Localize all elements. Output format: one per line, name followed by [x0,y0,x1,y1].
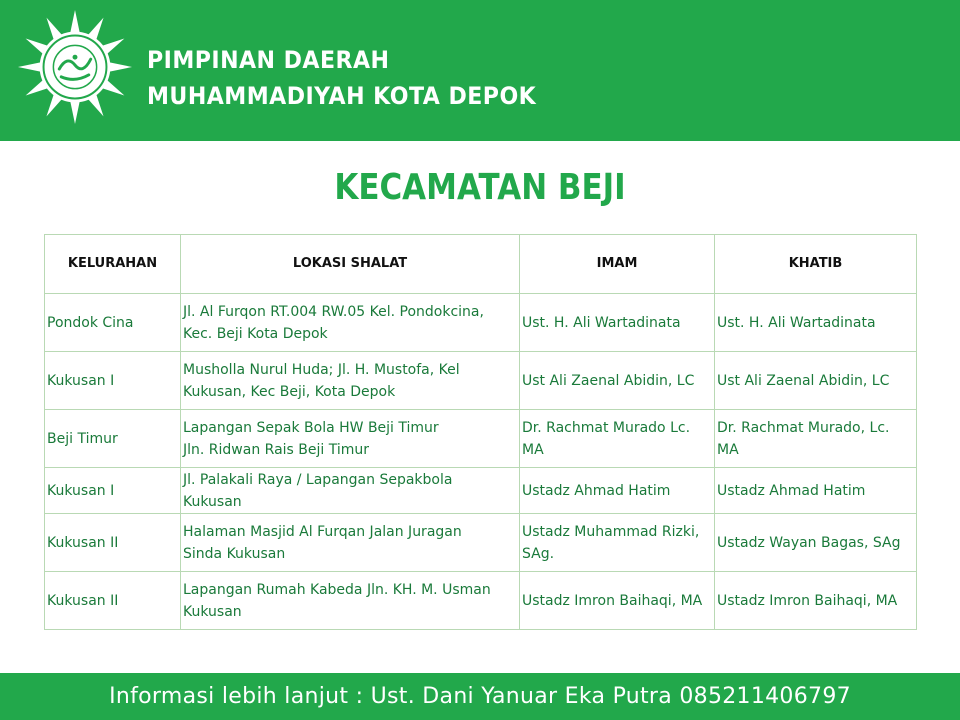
cell-lokasi-line: Jl. Palakali Raya / Lapangan Sepakbola [183,471,453,488]
cell-lokasi-line: Kukusan, Kec Beji, Kota Depok [183,383,396,400]
contact-info: Informasi lebih lanjut : Ust. Dani Yanuar Eka Putra 085211406797 [109,684,851,709]
cell-lokasi-line: Lapangan Sepak Bola HW Beji Timur [183,419,439,436]
cell-lokasi [181,294,520,352]
organization-title-line2: MUHAMMADIYAH KOTA DEPOK [147,82,537,110]
table-row [45,572,917,630]
cell-lokasi-line: Lapangan Rumah Kabeda Jln. KH. M. Usman [183,581,491,598]
cell-kelurahan: Kukusan I [45,352,181,410]
cell-kelurahan: Kukusan I [45,468,181,514]
organization-title-line1: PIMPINAN DAERAH [147,46,390,74]
cell-imam: Ust Ali Zaenal Abidin, LC [520,352,715,410]
prayer-schedule-table [44,234,917,630]
table-row [45,514,917,572]
footer-banner [0,673,960,720]
cell-khatib: Ust Ali Zaenal Abidin, LC [715,352,917,410]
cell-lokasi [181,572,520,630]
cell-khatib: Ustadz Ahmad Hatim [715,468,917,514]
cell-khatib: Ustadz Wayan Bagas, SAg [715,514,917,572]
cell-lokasi-line: Kukusan [183,493,242,510]
column-header-kelurahan: KELURAHAN [45,235,181,294]
cell-imam: Dr. Rachmat Murado Lc. MA [520,410,715,468]
cell-lokasi-line: Jln. Ridwan Rais Beji Timur [183,441,370,458]
cell-lokasi-line: Musholla Nurul Huda; Jl. H. Mustofa, Kel [183,361,460,378]
cell-imam: Ustadz Ahmad Hatim [520,468,715,514]
cell-lokasi-line: Jl. Al Furqon RT.004 RW.05 Kel. Pondokcina, [183,303,484,320]
cell-imam: Ustadz Imron Baihaqi, MA [520,572,715,630]
cell-lokasi-line: Sinda Kukusan [183,545,286,562]
cell-kelurahan: Kukusan II [45,514,181,572]
muhammadiyah-sun-logo-icon [16,8,134,126]
column-header-lokasi: LOKASI SHALAT [181,235,520,294]
cell-lokasi-line: Kukusan [183,603,242,620]
cell-khatib: Ust. H. Ali Wartadinata [715,294,917,352]
cell-imam: Ust. H. Ali Wartadinata [520,294,715,352]
column-header-imam: IMAM [520,235,715,294]
cell-khatib: Ustadz Imron Baihaqi, MA [715,572,917,630]
column-header-khatib: KHATIB [715,235,917,294]
table-row [45,410,917,468]
cell-khatib: Dr. Rachmat Murado, Lc. MA [715,410,917,468]
header-banner [0,0,960,141]
cell-kelurahan: Pondok Cina [45,294,181,352]
cell-lokasi-line: Halaman Masjid Al Furqan Jalan Juragan [183,523,462,540]
cell-lokasi [181,514,520,572]
cell-kelurahan: Kukusan II [45,572,181,630]
cell-lokasi-line: Kec. Beji Kota Depok [183,325,328,342]
cell-kelurahan: Beji Timur [45,410,181,468]
page-title: KECAMATAN BEJI [334,167,626,208]
organization-title [147,42,536,114]
table-row [45,352,917,410]
cell-lokasi [181,410,520,468]
table-header-row [45,235,917,294]
table-row [45,468,917,514]
cell-lokasi [181,352,520,410]
table-row [45,294,917,352]
cell-imam: Ustadz Muhammad Rizki, SAg. [520,514,715,572]
cell-lokasi [181,468,520,514]
